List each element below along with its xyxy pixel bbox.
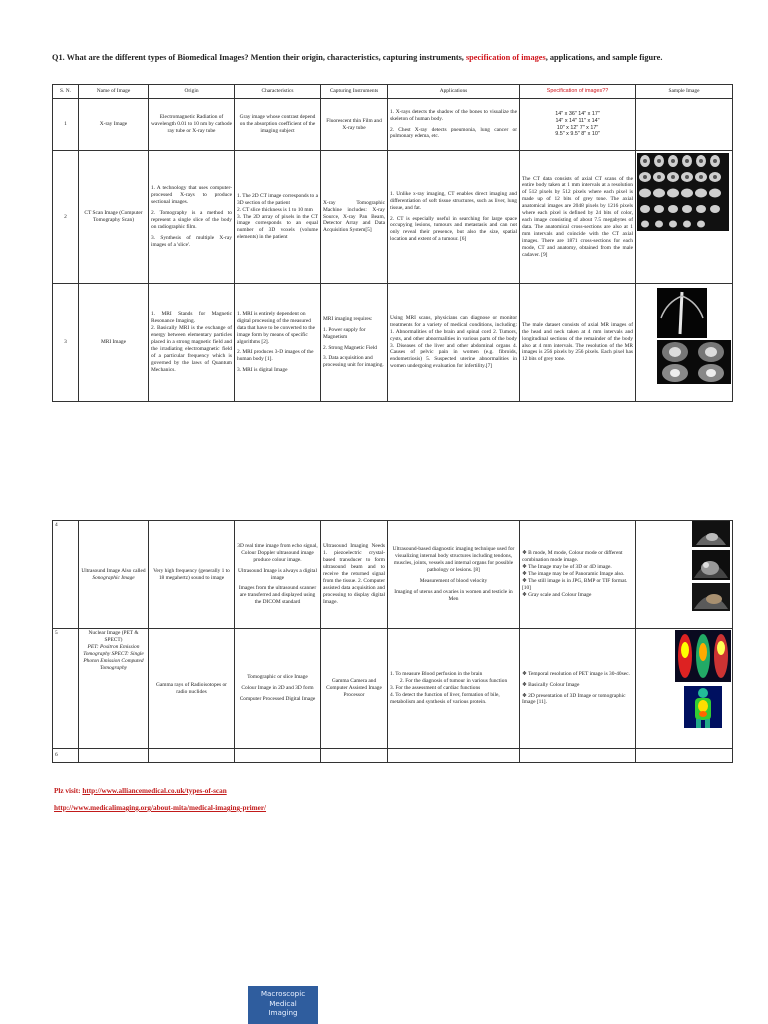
cell-sn: 5 (53, 629, 79, 749)
cell-empty (235, 749, 321, 763)
char-item: 2. MRI produces 3-D images of the human body [1]. (237, 349, 314, 363)
application-item: 3. For the assessment of cardiac functions (390, 685, 481, 692)
cell-applications: Using MRI scans, physicians can diagnose or monitor treatments for a variety of medical conditions, including: 1. Abnormalities of the brain and spinal cord 2. Tumors, cysts, and other abnormalities in various parts of the body 3. Diseases of the liver and other abdominal organs 4. Causes of pelvic pain in women (e.g. fibroids, endometriosis) 5. Suspected uterine abnormalities in women undergoing evaluation for infertility.[7] (388, 284, 520, 402)
cell-applications (388, 99, 520, 151)
alliance-medical-link[interactable]: http://www.alliancemedical.co.uk/types-of-scan (82, 787, 227, 795)
cell-applications (388, 151, 520, 284)
cell-characteristics (235, 629, 321, 749)
application-item: 1. To measure Blood perfusion in the brain (390, 671, 483, 678)
application-item: 1. X-rays detects the shadow of the bones to visualize the skeleton of human body. (390, 108, 517, 122)
header-applications: Applications (388, 85, 520, 99)
cell-sn: 2 (53, 151, 79, 284)
cell-origin: Very high frequency (generally 1 to 18 megahertz) sound to image (149, 521, 235, 629)
spec-line: ❖ Temporal resolution of PET image is 30-40sec. (522, 670, 630, 677)
char-item: 3. MRI is digital Image (237, 367, 288, 374)
spec-line: 9.5" x 9.5" 8" x 10" (555, 131, 600, 138)
header-characteristics: Characteristics (235, 85, 321, 99)
ultrasound-thumbnail-top (692, 521, 730, 547)
visit-line (54, 783, 266, 800)
cell-specs: The male dataset consists of axial MR images of the head and neck taken at 4 mm intervals and longitudinal sections of the remainder of the body also at 4 mm intervals. The resolution of the MR images is 256 pixels by 256 pixels. Each pixel has 12 bits of grey tone. (520, 284, 636, 402)
table-row (53, 284, 733, 402)
cell-origin (149, 284, 235, 402)
spec-line: ❖ B mode, M mode, Colour mode or different combination mode image. (522, 550, 623, 564)
name-text: Ultrasound Image Also called (81, 567, 146, 574)
cell-characteristics (235, 151, 321, 284)
cell-instruments (321, 284, 388, 402)
cell-characteristics (235, 521, 321, 629)
origin-item: 3. Synthesis of multiple X-ray images of a 'slice'. (151, 234, 232, 248)
char-item: Colour Image in 2D and 3D form (241, 685, 314, 692)
cell-name (79, 521, 149, 629)
ultrasound-thumbnail-middle (692, 550, 730, 580)
cell-instruments: Ultrasound Imaging Needs 1. piezoelectric crystal-based transducer to form ultrasound beam and to receive the returned signal from the tissue. 2. Computer assisted data acquisition and processing to display digital Image. (321, 521, 388, 629)
cell-sn: 3 (53, 284, 79, 402)
footer-line: Medical (269, 998, 297, 1008)
cell-characteristics (235, 284, 321, 402)
origin-item: 1. A technology that uses computer-processed X-rays to produce sectional images. (151, 185, 232, 206)
footer-line: Macroscopic (260, 989, 306, 998)
cell-empty (321, 749, 388, 763)
application-item: 1. Unlike x-ray imaging, CT enables direct imaging and differentiation of soft tissue structures, such as liver, lung tissue, and fat. (390, 190, 517, 211)
spec-line: ❖ 2D presentation of 3D Image or tomographic Image [11]. (522, 692, 626, 706)
instrument-item: MRI imaging requires: (323, 315, 373, 322)
macroscopic-imaging-box (248, 986, 318, 1024)
spec-line: ❖ Gray scale and Colour Image (522, 591, 592, 598)
spec-line: ❖ Basically Colour Image (522, 681, 580, 688)
application-item: 2. CT is especially useful in searching for large space occupying lesions, tumours and metastasis and can not only reveal their presence, but also the size, spatial location and extent of a tumour. [6] (390, 215, 517, 243)
char-item: Images from the ultrasound scanner are transferred and displayed using the DICOM standard (238, 585, 317, 606)
question-prefix: Q1. What are the different types of Biomedical Images? Mention their origin, characteristics, capturing instruments, (52, 53, 466, 62)
visit-line-2 (54, 800, 266, 817)
reference-links (54, 783, 266, 817)
cell-specs (520, 99, 636, 151)
origin-item: 2. Tomography is a method to represent a single slice of the body on radiographic film. (151, 210, 232, 230)
char-item: Ultrasound Image is always a digital image (238, 567, 317, 581)
char-item: 3. The 2D array of pixels in the CT image corresponds to an equal number of 3D voxels (volume elements) in the patient (237, 213, 318, 241)
footer-line: Imaging (268, 1008, 298, 1017)
cell-origin: Gamma rays of Radioisotopes or radio nuclides (149, 629, 235, 749)
instrument-item: 3. Data acquisition and processing unit for imaging. (323, 355, 384, 369)
cell-empty (149, 749, 235, 763)
table-row (53, 749, 733, 763)
cell-empty (388, 749, 520, 763)
image-types-table (52, 84, 733, 402)
application-item: Imaging of uterus and ovaries in women and testicle in Men (394, 588, 513, 602)
cell-name (79, 629, 149, 749)
header-sn: S. N. (53, 85, 79, 99)
table-row (53, 521, 733, 629)
cell-sn: 6 (53, 749, 79, 763)
spec-line: ❖ The still image is in JPG, BMP or TIF format. [10] (522, 577, 628, 591)
cell-applications (388, 521, 520, 629)
char-item: Computer Processed Digital Image (239, 695, 316, 702)
cell-instruments: Gamma Camera and Computer Assisted Image Processor (321, 629, 388, 749)
cell-characteristics: Gray image whose contrast depend on the absorption coefficient of the imaging subject (235, 99, 321, 151)
table-row (53, 151, 733, 284)
mri-slices-thumbnail (657, 340, 731, 384)
origin-item: 1. MRI Stands for Magnetic Resonance Imaging. (151, 311, 232, 325)
cell-origin (149, 151, 235, 284)
instrument-item: 1. Power supply for Magnetism (323, 326, 366, 340)
ct-scan-thumbnail-grid (637, 153, 729, 231)
header-origin: Origin (149, 85, 235, 99)
question-highlight: specification of images (465, 53, 546, 62)
application-item: Measurement of blood velocity (419, 577, 488, 584)
cell-applications (388, 629, 520, 749)
spect-body-thumbnail (684, 686, 722, 728)
pet-scan-thumbnail (675, 630, 731, 682)
cell-empty (520, 749, 636, 763)
cell-instruments: Fluorescent thin Film and X-ray tube (321, 99, 388, 151)
cell-origin: Electromagnetic Radiation of wavelength 0.01 to 10 nm by cathode ray tube or X-ray tube (149, 99, 235, 151)
table-row (53, 99, 733, 151)
table-header-row (53, 85, 733, 99)
cell-specs (520, 629, 636, 749)
char-item: Tomographic or slice Image (247, 674, 308, 681)
image-types-table-continued (52, 520, 733, 763)
application-item: 4. To detect the function of liver, formation of bile, metabolism and synthesis of various protein. (390, 691, 500, 705)
spec-line: 10" x 12" 7" x 17" (556, 124, 599, 131)
name-text: Nuclear Image (PET & SPECT) (88, 630, 139, 643)
spec-line: ❖ The image may be of Panoramic Image also. (522, 571, 625, 578)
header-sample-image: Sample Image (636, 85, 733, 99)
cell-sn: 1 (53, 99, 79, 151)
header-instruments: Capturing Instruments (321, 85, 388, 99)
visit-label: Plz visit: (54, 787, 81, 795)
char-item: 1. The 2D CT image corresponds to a 3D section of the patient (237, 192, 318, 206)
spec-line: 14" x 14" 11" x 14" (555, 117, 600, 124)
origin-item: 2. Basically MRI is the exchange of energy between elementary particles placed in a strong magnetic field and the irradiating electromagnetic field of a particular frequency which is governed by the laws of Quantum Mechanics. (151, 325, 232, 373)
cell-instruments: X-ray Tomographic Machine includes: X-ray Source, X-ray Pan Beam, Detector Array and Data Acquisition System[5] (321, 151, 388, 284)
char-item: 2. CT slice thickness is 1 to 10 mm (237, 206, 313, 213)
char-item: 1. MRI is entirely dependent on digital processing of the measured data that have to be converted to the image form by means of specific algorithms [2]. (237, 310, 315, 345)
application-item: Ultrasound-based diagnostic imaging technique used for visualizing internal body structures including tendons, muscles, joints, vessels and internal organs for possible pathology or lesions. [8] (392, 546, 515, 574)
name-italic: Sonographic Image (92, 574, 135, 581)
cell-name: CT Scan Image (Computer Tomography Scan) (79, 151, 149, 284)
cell-sample-image (636, 99, 733, 151)
cell-empty (79, 749, 149, 763)
instrument-item: 2. Strong Magnetic Field (323, 344, 377, 351)
application-item: 2. Chest X-ray detects pneumonia, lung cancer or pulmonary edema, etc. (390, 126, 517, 140)
cell-specs (520, 521, 636, 629)
header-name: Name of Image (79, 85, 149, 99)
cell-sn: 4 (53, 521, 79, 629)
name-italic: PET: Positron Emission Tomography SPECT: Single Photon Emission Computed Tomography (83, 643, 144, 671)
question-suffix: , applications, and sample figure. (545, 53, 663, 62)
ultrasound-thumbnail-bottom (692, 583, 730, 611)
application-item: 2. For the diagnosis of tumour in various function (399, 678, 508, 685)
cell-specs: The CT data consists of axial CT scans of the entire body taken at 1 mm intervals at a resolution of 512 pixels by 512 pixels where each pixel is made up of 12 bits of grey tone. The axial anatomical images are 2048 pixels by 1216 pixels where each pixel is defined by 24 bits of color, each image consisting of about 7.5 megabytes of data. The anatomical cross-sections are also at 1 mm intervals and coincide with the CT axial images. There are 1871 cross-sections for each mode, CT and anatomy, obtained from the male cadaver. [9] (520, 151, 636, 284)
cell-name: X-ray Image (79, 99, 149, 151)
table-row (53, 629, 733, 749)
cell-name: MRI Image (79, 284, 149, 402)
medical-imaging-link[interactable]: http://www.medicalimaging.org/about-mita/medical-imaging-primer/ (54, 804, 267, 812)
spec-line: ❖ The Image may be of 3D or 4D image. (522, 564, 612, 571)
mri-spine-thumbnail (657, 288, 707, 338)
question-title (52, 52, 722, 63)
char-item: 3D real time image from echo signal, Colour Doppler ultrasound image produce colour image. (237, 542, 318, 563)
header-specification: Specification of images?? (520, 85, 636, 99)
cell-empty (636, 749, 733, 763)
spec-line: 14" x 36" 14" x 17" (555, 110, 600, 117)
